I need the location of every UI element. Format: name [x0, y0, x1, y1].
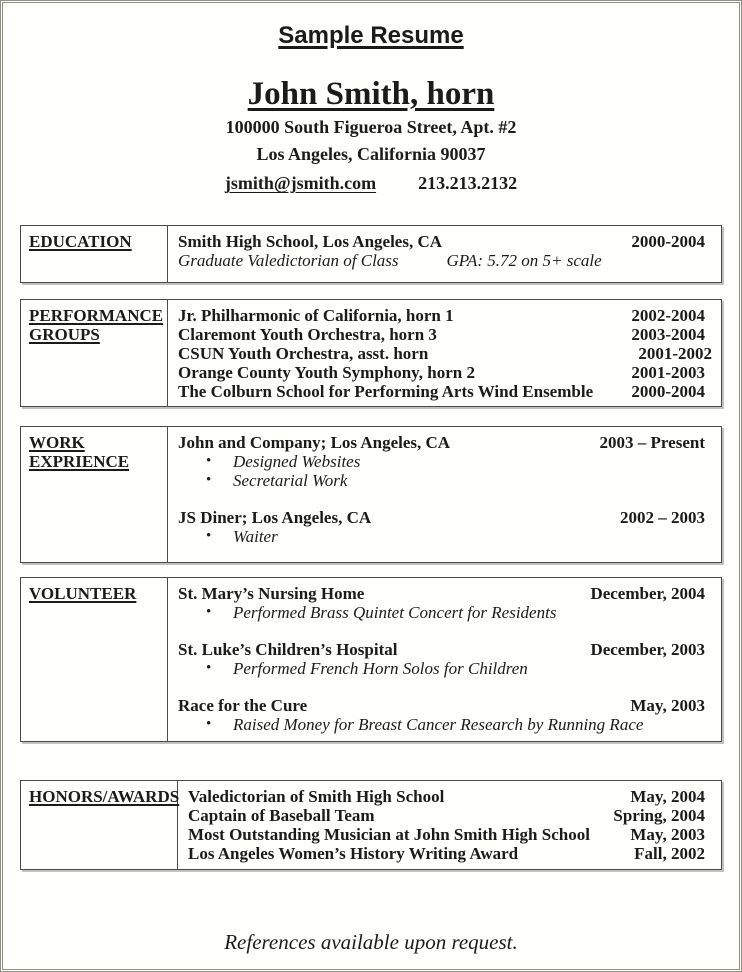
education-school: Smith High School, Los Angeles, CA: [178, 232, 443, 251]
performance-group-name: CSUN Youth Orchestra, asst. horn: [178, 344, 429, 363]
section-honors-label: HONORS/AWARDS: [29, 787, 180, 806]
bullet-icon: •: [206, 660, 212, 676]
volunteer-bullet-text: Raised Money for Breast Cancer Research by Running Race: [233, 715, 644, 734]
section-volunteer-label-col: [21, 578, 168, 741]
volunteer-bullet-text: Performed French Horn Solos for Children: [233, 659, 528, 678]
performance-group-name: Claremont Youth Orchestra, horn 3: [178, 325, 437, 344]
volunteer-title-row: [178, 584, 705, 603]
volunteer-entry: [178, 640, 705, 678]
job-entry: [178, 508, 705, 546]
person-name-text: John Smith, horn: [247, 76, 495, 112]
performance-group-date: 2000-2004: [631, 382, 705, 401]
job-bullet-text: Waiter: [233, 527, 278, 546]
section-education-label-col: [21, 226, 168, 282]
performance-group-name: Orange County Youth Symphony, horn 2: [178, 363, 475, 382]
section-work-experience: [20, 426, 722, 563]
section-performance-label-col: [21, 300, 168, 406]
job-bullet-text: Designed Websites: [233, 452, 361, 471]
section-work-label-col: [21, 427, 168, 562]
contact-row: [3, 172, 739, 195]
performance-group-date: 2001-2003: [631, 363, 705, 382]
honor-date: May, 2004: [630, 787, 705, 806]
address-line-2: Los Angeles, California 90037: [256, 144, 486, 164]
volunteer-date: December, 2003: [590, 640, 705, 659]
honor-title: Captain of Baseball Team: [188, 806, 375, 825]
bullet-icon: •: [206, 472, 212, 488]
bullet-icon: •: [206, 604, 212, 620]
volunteer-bullet: [178, 659, 705, 678]
honor-title: Most Outstanding Musician at John Smith High School: [188, 825, 590, 844]
section-honors-label-col: [21, 781, 178, 869]
honors-row: [188, 787, 705, 806]
performance-group-date: 2002-2004: [631, 306, 705, 325]
honors-row: [188, 806, 705, 825]
job-date: 2003 – Present: [599, 433, 705, 452]
section-performance-label-line1: PERFORMANCE: [29, 306, 164, 325]
performance-row: [178, 325, 705, 344]
section-education: [20, 225, 722, 283]
section-education-label: EDUCATION: [29, 232, 132, 251]
honor-date: Spring, 2004: [613, 806, 705, 825]
honor-date: Fall, 2002: [634, 844, 705, 863]
email-link[interactable]: jsmith@jsmith.com: [224, 173, 377, 193]
volunteer-entry: [178, 584, 705, 622]
section-volunteer: [20, 577, 722, 742]
honor-title: Valedictorian of Smith High School: [188, 787, 445, 806]
honor-date: May, 2003: [630, 825, 705, 844]
honor-title: Los Angeles Women’s History Writing Award: [188, 844, 519, 863]
volunteer-org: St. Mary’s Nursing Home: [178, 584, 365, 603]
job-title-row: [178, 433, 705, 452]
honors-row: [188, 844, 705, 863]
section-performance-label-line2: GROUPS: [29, 325, 100, 344]
person-name: [3, 76, 739, 112]
references-note: References available upon request.: [224, 930, 518, 954]
job-employer: John and Company; Los Angeles, CA: [178, 433, 451, 452]
performance-group-date: 2001-2002: [638, 344, 712, 363]
performance-group-date: 2003-2004: [631, 325, 705, 344]
section-honors-content: [178, 781, 721, 869]
job-employer: JS Diner; Los Angeles, CA: [178, 508, 372, 527]
volunteer-bullet-text: Performed Brass Quintet Concert for Residents: [233, 603, 557, 622]
volunteer-bullet: [178, 715, 705, 734]
section-performance-groups: [20, 299, 722, 407]
performance-group-name: The Colburn School for Performing Arts Wind Ensemble: [178, 382, 594, 401]
volunteer-org: St. Luke’s Children’s Hospital: [178, 640, 398, 659]
job-bullet-text: Secretarial Work: [233, 471, 348, 490]
job-bullet: [178, 527, 705, 546]
bullet-icon: •: [206, 453, 212, 469]
section-volunteer-content: [168, 578, 721, 741]
resume-header: [3, 76, 739, 195]
section-work-label-line2: EXPRIENCE: [29, 452, 130, 471]
education-date: 2000-2004: [631, 232, 705, 251]
bullet-icon: •: [206, 716, 212, 732]
section-performance-content: [168, 300, 721, 406]
education-row: [178, 232, 705, 251]
section-work-label-line1: WORK: [29, 433, 85, 452]
volunteer-title-row: [178, 696, 705, 715]
education-detail: [178, 251, 705, 270]
section-education-content: [168, 226, 721, 282]
section-work-content: [168, 427, 721, 562]
bullet-icon: •: [206, 528, 212, 544]
volunteer-date: December, 2004: [590, 584, 705, 603]
performance-row: [178, 306, 705, 325]
address-line-1: 100000 South Figueroa Street, Apt. #2: [225, 117, 517, 137]
job-bullet: [178, 452, 705, 471]
volunteer-org: Race for the Cure: [178, 696, 308, 715]
document-title-text: Sample Resume: [278, 22, 464, 49]
job-bullet: [178, 471, 705, 490]
document-title: [3, 22, 739, 50]
performance-row: [178, 382, 705, 401]
section-volunteer-label: VOLUNTEER: [29, 584, 137, 603]
job-title-row: [178, 508, 705, 527]
job-date: 2002 – 2003: [620, 508, 705, 527]
performance-group-name: Jr. Philharmonic of California, horn 1: [178, 306, 454, 325]
job-entry: [178, 433, 705, 490]
section-honors-awards: [20, 780, 722, 870]
volunteer-bullet: [178, 603, 705, 622]
performance-row: [178, 344, 712, 363]
volunteer-title-row: [178, 640, 705, 659]
education-detail-gpa: GPA: 5.72 on 5+ scale: [446, 251, 602, 270]
volunteer-entry: [178, 696, 705, 734]
performance-row: [178, 363, 705, 382]
phone-number: 213.213.2132: [418, 173, 518, 193]
education-detail-left: Graduate Valedictorian of Class: [178, 251, 399, 270]
volunteer-date: May, 2003: [630, 696, 705, 715]
honors-row: [188, 825, 705, 844]
